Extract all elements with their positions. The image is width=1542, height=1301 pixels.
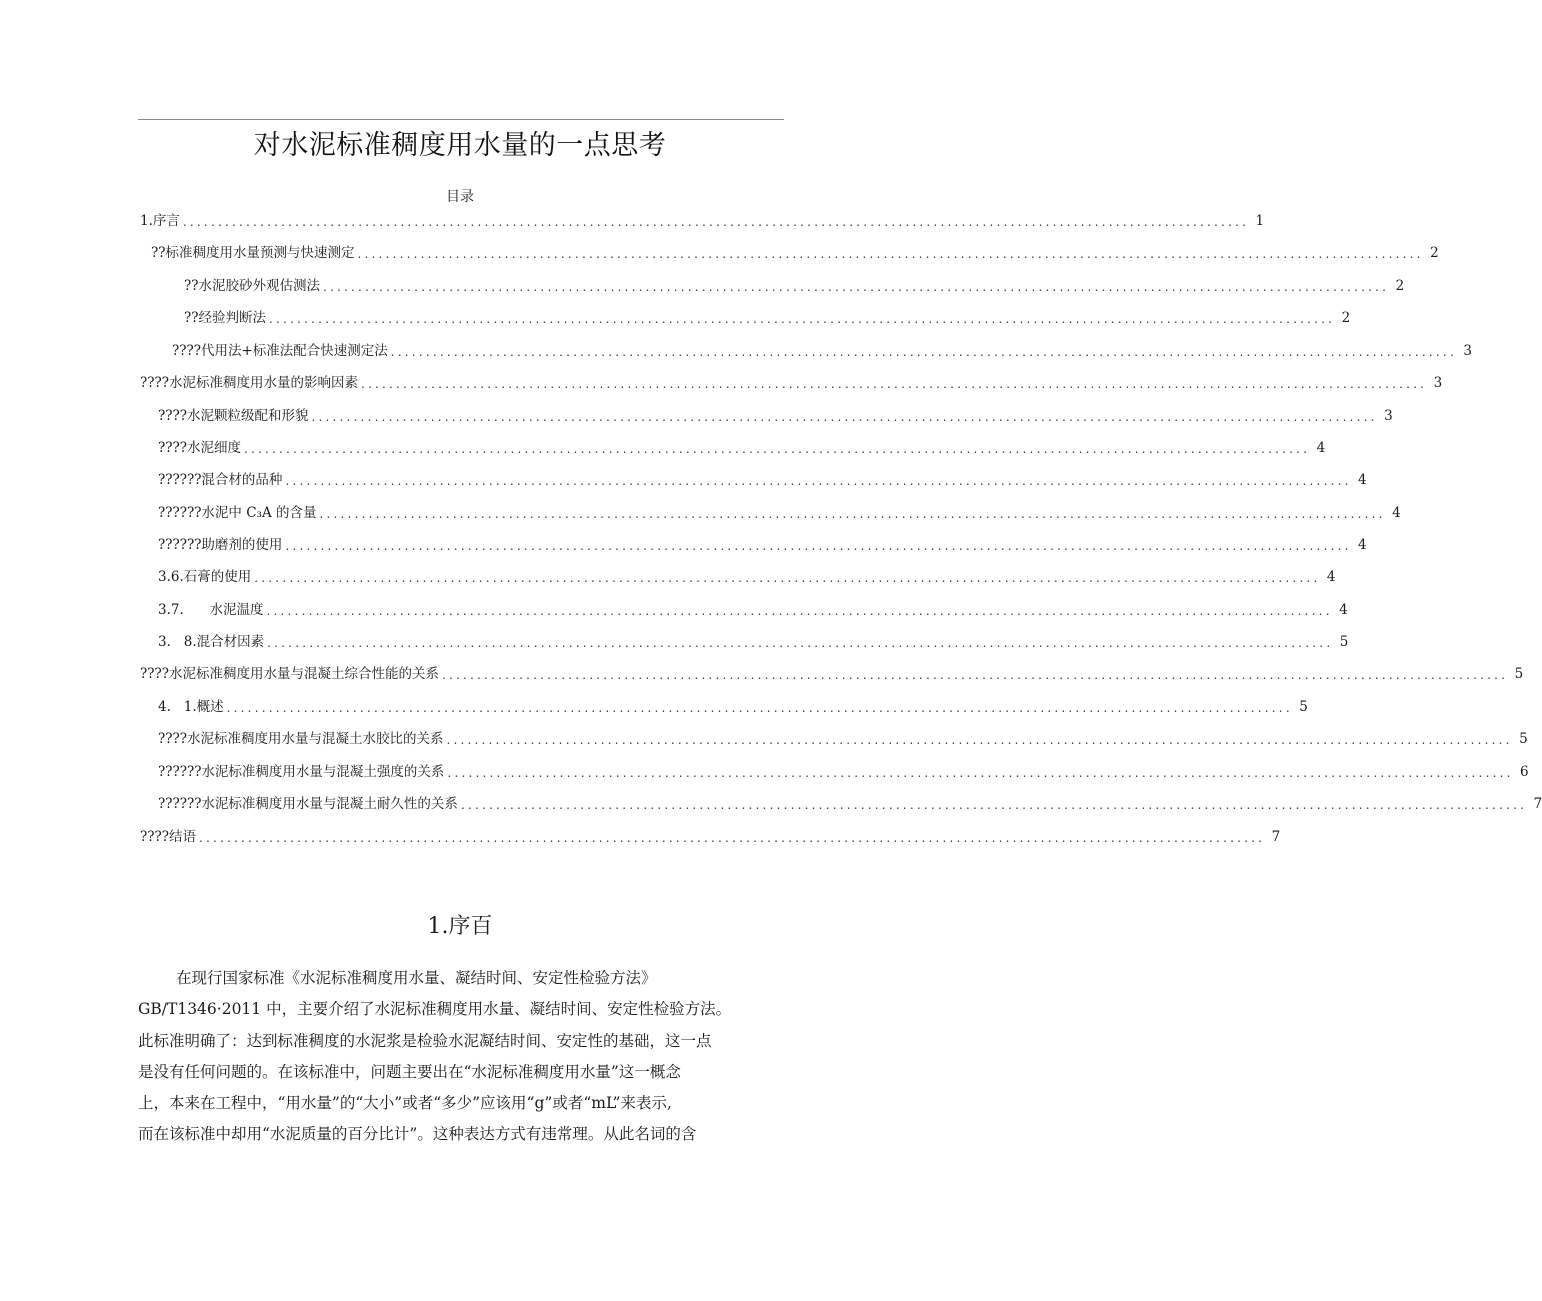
toc-leader-dots: ........................................................................................................................................................ (226, 701, 1293, 715)
toc-entry-text: 1.序言 (140, 213, 180, 229)
toc-entry[interactable] (158, 762, 1529, 782)
paragraph-line: 此标准明确了：达到标准稠度的水泥浆是检验水泥凝结时间、安定性的基础，这一点 (138, 1031, 712, 1050)
toc-heading: 目录 (446, 189, 474, 205)
paragraph-line: 上，本来在工程中，“用水量”的“大小”或者“多少”应该用“g”或者“mL”来表示, (138, 1094, 672, 1113)
toc-entry[interactable] (158, 600, 1348, 620)
toc-entry-text: ????水泥颗粒级配和形貌 (158, 408, 309, 424)
toc-entry-text: ??????混合材的品种 (158, 472, 283, 488)
section-heading: 1.序百 (427, 914, 493, 939)
toc-entry[interactable] (172, 341, 1472, 361)
toc-entry-text: ??????水泥中 C₃A 的含量 (158, 505, 317, 521)
paragraph-line: GB/T1346·2011 中，主要介绍了水泥标准稠度用水量、凝结时间、安定性检验方法。 (138, 1000, 732, 1019)
toc-entry[interactable] (158, 632, 1349, 652)
toc-leader-dots: ........................................................................................................................................................ (311, 410, 1378, 424)
toc-entry-text: ????结语 (140, 829, 196, 845)
toc-entry-text: ??经验判断法 (184, 310, 266, 326)
paragraph-line: 在现行国家标准《水泥标准稠度用水量、凝结时间、安定性检验方法》 (176, 969, 657, 987)
toc-entry[interactable] (158, 438, 1326, 458)
toc-entry-page: 2 (1341, 310, 1351, 326)
toc-entry-page: 5 (1519, 731, 1528, 747)
toc-leader-dots: ........................................................................................................................................................ (446, 733, 1513, 747)
toc-entry[interactable] (158, 794, 1542, 814)
toc-entry-text: ??标准稠度用水量预测与快速测定 (151, 245, 355, 261)
toc-entry-text: ????水泥标准稠度用水量的影响因素 (140, 375, 358, 391)
toc-entry-page: 4 (1358, 472, 1367, 488)
toc-leader-dots: ........................................................................................................................................................ (267, 636, 1334, 650)
toc-entry-page: 2 (1430, 245, 1439, 261)
toc-leader-dots: ........................................................................................................................................................ (285, 539, 1352, 553)
toc-leader-dots: ........................................................................................................................................................ (268, 312, 1336, 326)
toc-leader-dots: ........................................................................................................................................................ (182, 215, 1250, 229)
toc-entry[interactable] (158, 406, 1393, 426)
toc-leader-dots: ........................................................................................................................................................ (243, 442, 1311, 456)
toc-entry-page: 4 (1392, 505, 1401, 521)
toc-entry-text: ??????助磨剂的使用 (158, 537, 283, 553)
toc-entry-text: 3.6.石膏的使用 (158, 569, 252, 585)
toc-entry-text: ????代用法+标准法配合快速测定法 (172, 343, 388, 359)
toc-leader-dots: ........................................................................................................................................................ (441, 668, 1509, 682)
toc-entry-text: ??????水泥标准稠度用水量与混凝土强度的关系 (158, 764, 445, 780)
toc-leader-dots: ........................................................................................................................................................ (285, 474, 1352, 488)
toc-entry-page: 4 (1316, 440, 1326, 456)
toc-entry-page: 4 (1326, 569, 1336, 585)
toc-entry-page: 4 (1339, 602, 1348, 618)
toc-leader-dots: ........................................................................................................................................................ (390, 345, 1457, 359)
header-rule (138, 119, 784, 120)
toc-entry-text: ????水泥标准稠度用水量与混凝土综合性能的关系 (140, 666, 439, 682)
paragraph-line: 而在该标准中却用“水泥质量的百分比计”。这种表达方式有违常理。从此名词的含 (138, 1125, 697, 1144)
toc-leader-dots: ........................................................................................................................................................ (319, 507, 1386, 521)
toc-entry[interactable] (184, 276, 1405, 296)
toc-entry[interactable] (158, 535, 1367, 555)
toc-entry-page: 3 (1384, 408, 1393, 424)
toc-entry-text: 4. 1.概述 (158, 699, 224, 715)
paragraph-line: 是没有任何问题的。在该标准中，问题主要出在“水泥标准稠度用水量”这一概念 (138, 1062, 681, 1081)
toc-leader-dots: ........................................................................................................................................................ (266, 604, 1333, 618)
toc-entry-page: 2 (1395, 278, 1405, 294)
body-paragraph (138, 963, 784, 1151)
toc-entry[interactable] (184, 308, 1351, 328)
toc-entry-text: ????水泥标准稠度用水量与混凝土水胶比的关系 (158, 731, 444, 747)
toc-entry-page: 3 (1433, 375, 1443, 391)
toc-entry-text: 3.7. 水泥温度 (158, 602, 264, 618)
toc-leader-dots: ........................................................................................................................................................ (357, 247, 1424, 261)
toc-entry[interactable] (140, 373, 1443, 393)
toc-entry-page: 6 (1520, 764, 1529, 780)
toc-entry-text: 3. 8.混合材因素 (158, 634, 265, 650)
toc-entry[interactable] (158, 503, 1401, 523)
toc-entry[interactable] (158, 470, 1367, 490)
toc-leader-dots: ........................................................................................................................................................ (460, 798, 1528, 812)
toc-leader-dots: ........................................................................................................................................................ (198, 831, 1266, 845)
toc-entry[interactable] (140, 827, 1281, 847)
document-title: 对水泥标准稠度用水量的一点思考 (253, 130, 667, 161)
toc-entry[interactable] (158, 567, 1336, 587)
toc-entry[interactable] (151, 243, 1439, 263)
toc-entry-page: 1 (1255, 213, 1265, 229)
toc-entry-page: 7 (1533, 796, 1542, 812)
toc-leader-dots: ........................................................................................................................................................ (360, 377, 1428, 391)
toc-entry-page: 7 (1271, 829, 1281, 845)
toc-entry-text: ??水泥胶砂外观估测法 (184, 278, 320, 294)
toc-entry[interactable] (140, 664, 1524, 684)
toc-entry-text: ??????水泥标准稠度用水量与混凝土耐久性的关系 (158, 796, 458, 812)
toc-leader-dots: ........................................................................................................................................................ (447, 766, 1514, 780)
toc-entry-page: 5 (1514, 666, 1524, 682)
toc-entry[interactable] (158, 729, 1528, 749)
toc-entry-page: 5 (1339, 634, 1349, 650)
toc-entry[interactable] (140, 211, 1265, 231)
toc-leader-dots: ........................................................................................................................................................ (254, 571, 1321, 585)
toc-entry-page: 4 (1358, 537, 1367, 553)
toc-leader-dots: ........................................................................................................................................................ (322, 280, 1390, 294)
toc-entry-text: ????水泥细度 (158, 440, 241, 456)
toc-entry-page: 3 (1463, 343, 1472, 359)
toc-entry[interactable] (158, 697, 1308, 717)
toc-entry-page: 5 (1299, 699, 1308, 715)
